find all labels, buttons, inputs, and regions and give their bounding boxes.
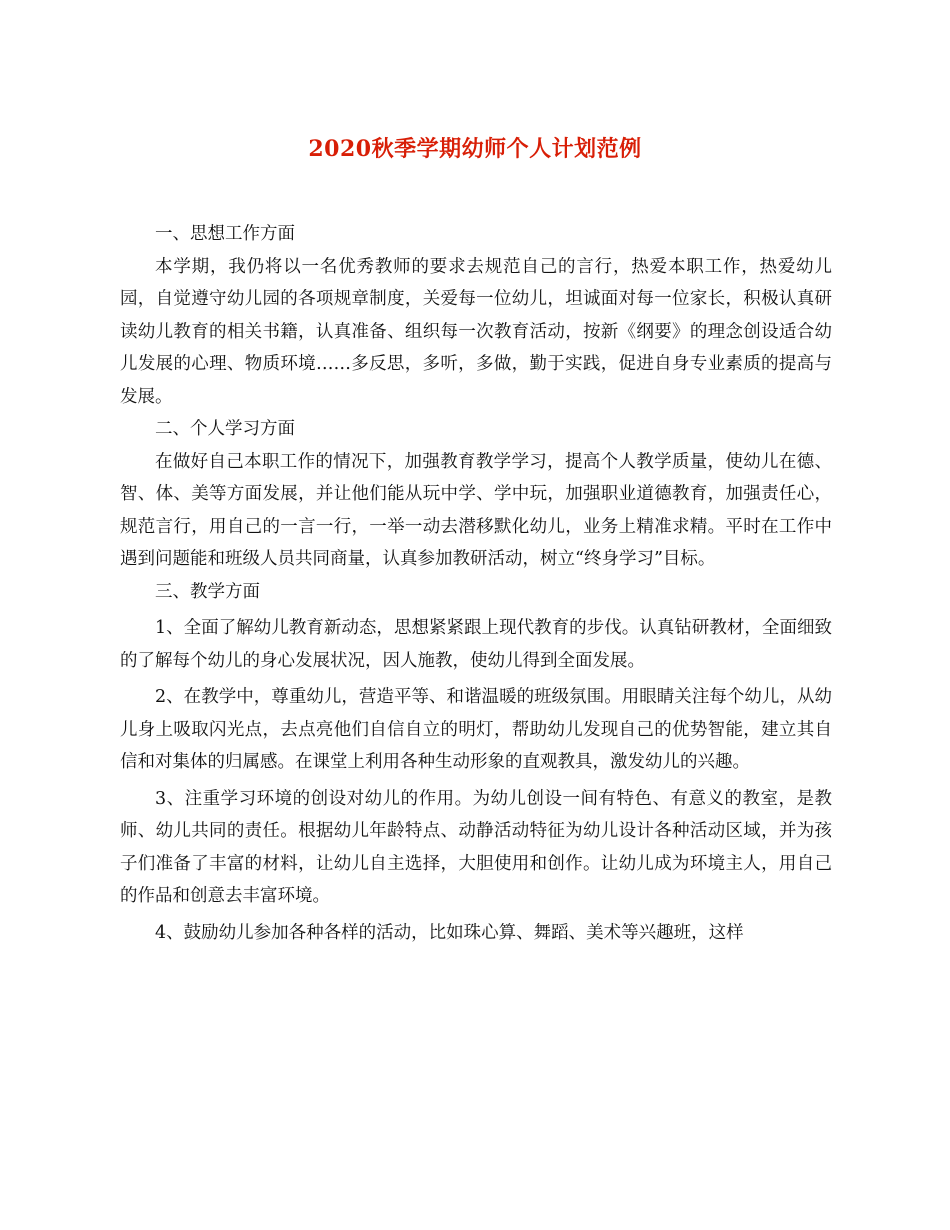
paragraph-teaching-1: 1、全面了解幼儿教育新动态，思想紧紧跟上现代教育的步伐。认真钻研教材，全面细致的了解每个幼儿的身心发展状况，因人施教，使幼儿得到全面发展。 bbox=[120, 618, 832, 671]
paragraph-teaching-2: 2、在教学中，尊重幼儿，营造平等、和谐温暖的班级氛围。用眼睛关注每个幼儿，从幼儿身上吸取闪光点，去点亮他们自信自立的明灯，帮助幼儿发现自己的优势智能，建立其自信和对集体的归属感。在课堂上利用各种生动形象的直观教具，激发幼儿的兴趣。 bbox=[120, 687, 832, 772]
document-body bbox=[120, 218, 832, 949]
section-heading-study: 二、个人学习方面 bbox=[155, 419, 295, 439]
paragraph-thought-1: 本学期，我仍将以一名优秀教师的要求去规范自己的言行，热爱本职工作，热爱幼儿园，自觉遵守幼儿园的各项规章制度，关爱每一位幼儿，坦诚面对每一位家长，积极认真研读幼儿教育的相关书籍，认真准备、组织每一次教育活动，按新《纲要》的理念创设适合幼儿发展的心理、物质环境……多反思，多听，多做，勤于实践，促进自身专业素质的提高与发展。 bbox=[120, 256, 832, 407]
document-title: 2020秋季学期幼师个人计划范例 bbox=[308, 136, 642, 162]
paragraph-teaching-3: 3、注重学习环境的创设对幼儿的作用。为幼儿创设一间有特色、有意义的教室，是教师、幼儿共同的责任。根据幼儿年龄特点、动静活动特征为幼儿设计各种活动区域，并为孩子们准备了丰富的材料，让幼儿自主选择，大胆使用和创作。让幼儿成为环境主人，用自己的作品和创意去丰富环境。 bbox=[120, 788, 832, 906]
section-heading-teaching: 三、教学方面 bbox=[155, 581, 260, 602]
paragraph-teaching-4: 4、鼓励幼儿参加各种各样的活动，比如珠心算、舞蹈、美术等兴趣班，这样 bbox=[155, 922, 744, 943]
paragraph-study-1: 在做好自己本职工作的情况下，加强教育教学学习，提高个人教学质量，使幼儿在德、智、体、美等方面发展，并让他们能从玩中学、学中玩，加强职业道德教育，加强责任心，规范言行，用自己的一言一行，一举一动去潜移默化幼儿，业务上精准求精。平时在工作中遇到问题能和班级人员共同商量，认真参加教研活动，树立“终身学习”目标。 bbox=[120, 451, 832, 569]
section-heading-thought: 一、思想工作方面 bbox=[155, 224, 295, 244]
